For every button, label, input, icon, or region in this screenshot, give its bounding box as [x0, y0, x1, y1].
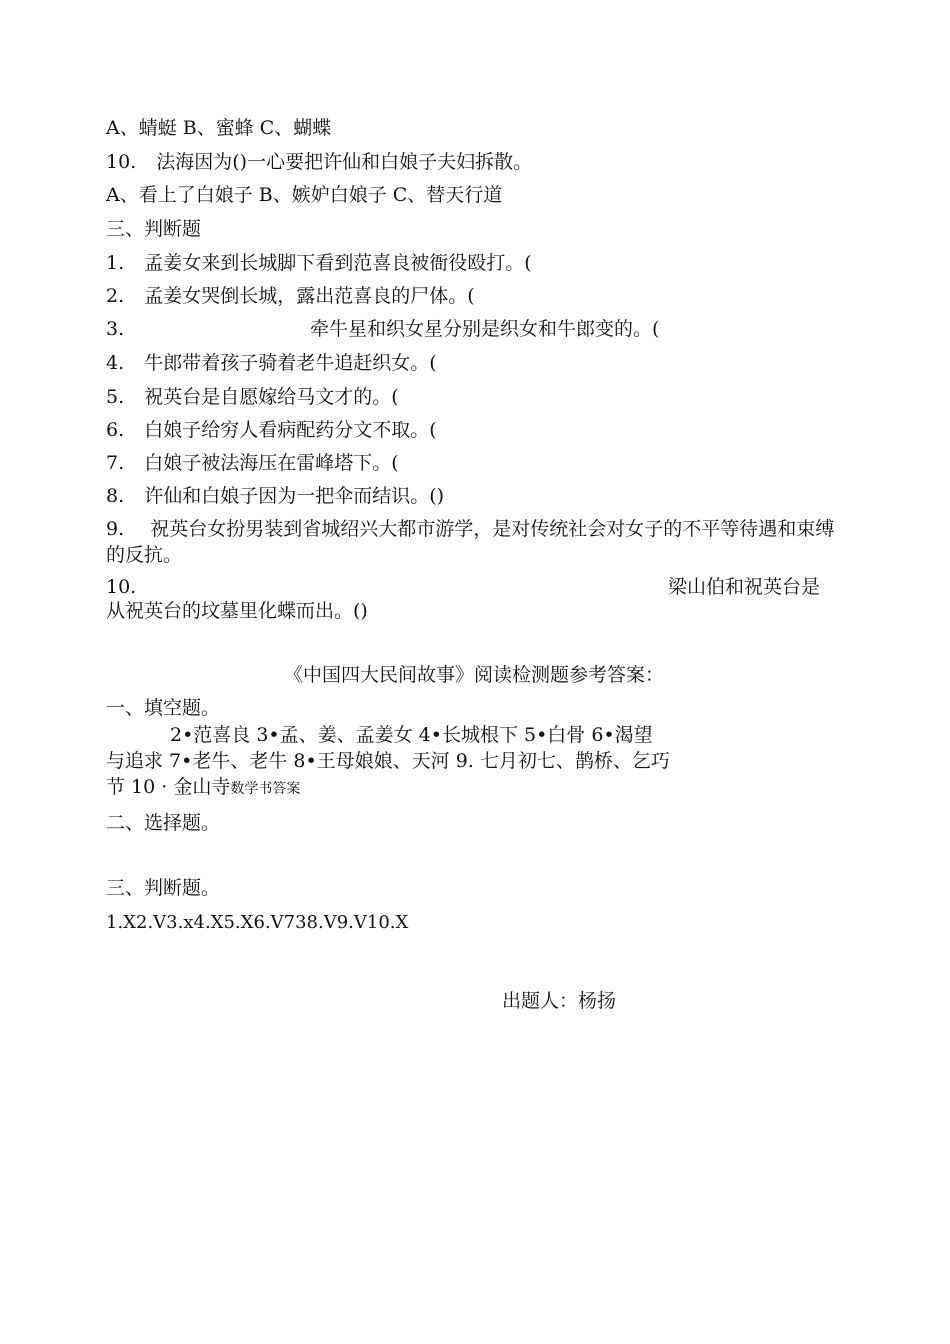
judgment-5 — [106, 386, 399, 408]
judgment-10-continued: 从祝英台的坟墓里化蝶而出。() — [106, 600, 368, 622]
answers-title: 《中国四大民间故事》阅读检测题参考答案： — [284, 664, 665, 686]
judgment-3 — [106, 318, 660, 340]
judgment-2 — [106, 285, 475, 307]
judgment-text: 祝英台女扮男装到省城绍兴大都市游学，是对传统社会对女子的不平等待遇和束缚的反抗。 — [106, 518, 835, 566]
answers-section3-title: 三、判断题。 — [106, 877, 221, 899]
fill-answers-line-1: 2•范喜良 3•孟、姜、孟姜女 4•长城根下 5•白骨 6•渴望 — [170, 724, 653, 746]
judgment-text: 牵牛星和织女星分别是织女和牛郎变的。( — [310, 318, 660, 340]
judgment-text: 牛郎带着孩子骑着老牛追赶织女。( — [144, 352, 437, 374]
answers-section2-title: 二、选择题。 — [106, 812, 221, 834]
judgment-number: 4. — [106, 352, 125, 374]
judgment-text: 白娘子被法海压在雷峰塔下。( — [144, 452, 399, 474]
judgment-text: 白娘子给穷人看病配药分文不取。( — [144, 419, 437, 441]
judgment-7 — [106, 452, 399, 474]
judgment-number: 8. — [106, 485, 125, 507]
judgment-number: 10. — [106, 576, 137, 598]
section3-title: 三、判断题 — [106, 218, 202, 240]
judgment-answers: 1.X2.V3.x4.X5.X6.V738.V9.V10.X — [106, 912, 409, 933]
judgment-number: 9. — [106, 518, 125, 540]
judgment-text: 梁山伯和祝英台是 — [668, 576, 821, 598]
judgment-number: 1. — [106, 252, 125, 274]
judgment-4 — [106, 352, 437, 374]
q9-options: A、蜻蜓 B、蜜蜂 C、蝴蝶 — [106, 117, 332, 139]
fill-answer-note: 数学书答案 — [230, 781, 301, 797]
judgment-text: 许仙和白娘子因为一把伞而结识。() — [144, 485, 445, 507]
question-text: 法海因为()一心要把许仙和白娘子夫妇拆散。 — [156, 151, 533, 173]
judgment-text: 孟姜女哭倒长城，露出范喜良的尸体。( — [144, 285, 475, 307]
fill-answers-line-2: 与追求 7•老牛、老牛 8•王母娘娘、天河 9. 七月初七、鹊桥、乞巧 — [106, 750, 670, 772]
judgment-text: 孟姜女来到长城脚下看到范喜良被衙役殴打。( — [144, 252, 532, 274]
judgment-number: 5. — [106, 386, 125, 408]
judgment-1 — [106, 252, 532, 274]
judgment-number: 6. — [106, 419, 125, 441]
q10-options: A、看上了白娘子 B、嫉妒白娘子 C、替天行道 — [106, 184, 503, 206]
judgment-number: 2. — [106, 285, 125, 307]
answers-section1-title: 一、填空题。 — [106, 697, 221, 719]
question-10 — [106, 151, 532, 173]
judgment-6 — [106, 419, 437, 441]
judgment-10 — [106, 576, 821, 598]
judgment-text: 祝英台是自愿嫁给马文才的。( — [144, 386, 399, 408]
question-number: 10. — [106, 151, 137, 173]
judgment-8 — [106, 485, 444, 507]
fill-answer-text: 节 10 · 金山寺 — [106, 776, 231, 798]
judgment-number: 3. — [106, 318, 125, 340]
author: 出题人：杨扬 — [502, 990, 617, 1012]
judgment-number: 7. — [106, 452, 125, 474]
judgment-9 — [106, 516, 841, 568]
fill-answers-line-3 — [106, 776, 300, 800]
